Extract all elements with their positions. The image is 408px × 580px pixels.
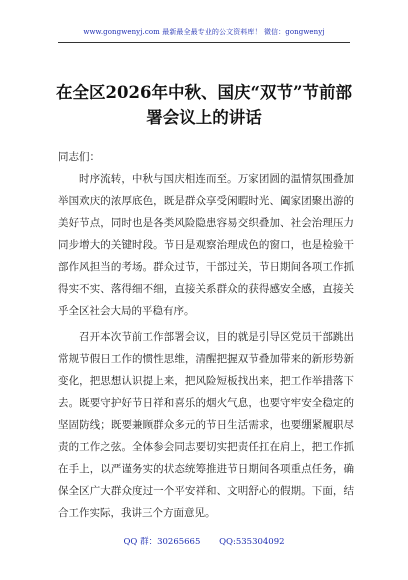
footer-qq-group: QQ 群：30265665 xyxy=(123,537,201,547)
footer-contact xyxy=(0,535,408,547)
title-line-2: 署会议上的讲话 xyxy=(146,108,262,127)
title-line-1: 在全区2026年中秋、国庆“双节”节前部 xyxy=(56,83,352,102)
paragraph-1: 时序流转，中秋与国庆相连而至。万家团圆的温情氛围叠加举国欢庆的浓厚底色，既是群众享受闲暇时光、阖家团聚出游的美好节点，同时也是各类风险隐患容易交织叠加、社会治理压力同步增大的关键时段。节日是观察治理成色的窗口，也是检验干部作风担当的考场。群众过节，干部过关，节日期间各项工作抓得实不实、落得细不细，直接关系群众的获得感安全感，直接关乎全区社会大局的平稳有序。 xyxy=(58,173,354,317)
document-body xyxy=(58,146,354,524)
footer-qq: QQ:535304092 xyxy=(219,537,285,547)
paragraph-2: 召开本次节前工作部署会议，目的就是引导区党员干部跳出常规节假日工作的惯性思维，清醒把握双节叠加带来的新形势新变化，把思想认识提上来，把风险短板找出来，把工作举措落下去。既要守护好节日祥和喜乐的烟火气息，也要守牢安全稳定的坚固防线；既要兼顾群众多元的节日生活需求，也要绷紧履职尽责的工作之弦。全体参会同志要切实把责任扛在肩上，把工作抓在手上，以严谨务实的状态统筹推进节日期间各项重点任务，确保全区广大群众度过一个平安祥和、文明舒心的假期。下面，结合工作实际，我讲三个方面意见。 xyxy=(58,331,354,519)
header-divider xyxy=(58,42,350,43)
header-banner: www.gongwenyj.com 最新最全最专业的公文资料库！ 微信：gongwenyj xyxy=(83,28,325,36)
document-title xyxy=(40,80,368,130)
salutation: 同志们： xyxy=(58,151,100,163)
